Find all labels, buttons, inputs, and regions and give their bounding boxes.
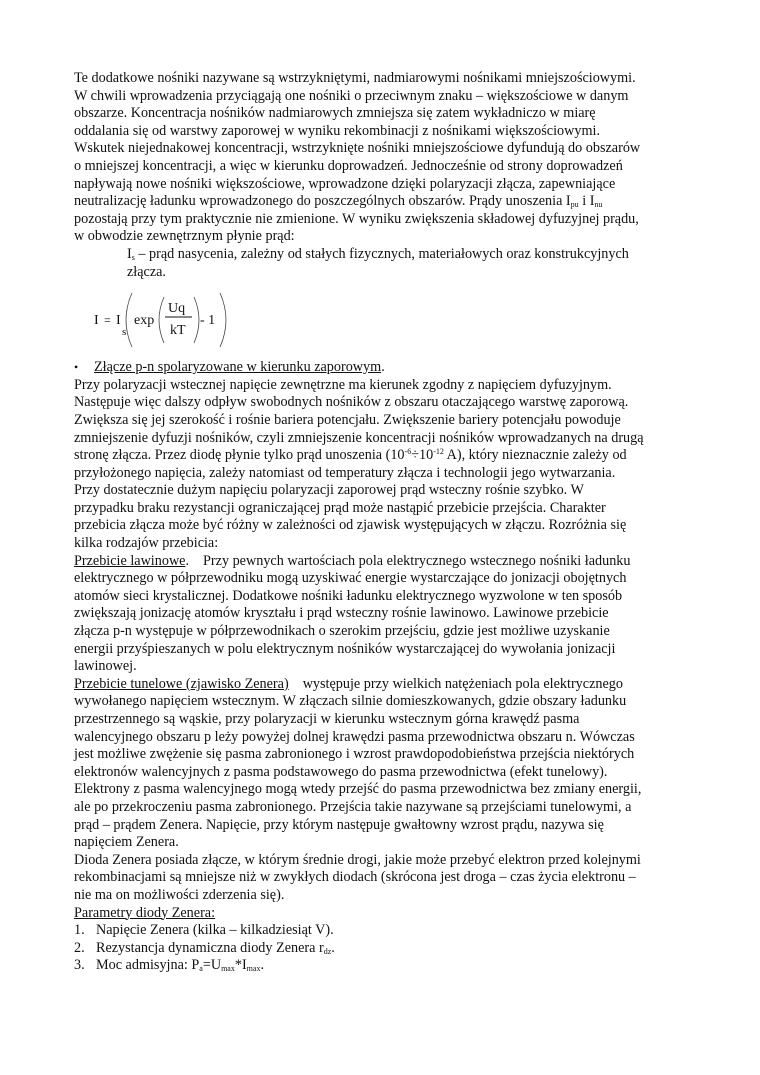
subscript: pu [570,200,579,210]
text-line: złącza. [127,263,166,280]
subscript: max [246,964,261,974]
text-line: przebicia złącza może być różny w zależności od zjawisk występujących w złączu. Rozróżnia się [74,517,627,534]
section-tunnel [74,676,690,905]
text-line: Te dodatkowe nośniki nazywane są wstrzykniętymi, nadmiarowymi nośnikami mniejszościowymi. [74,70,636,86]
text-run: występuje przy wielkich natężeniach pola elektrycznego [302,675,623,692]
text-line: przestrzennego są wąskie, przy polaryzacji w kierunku wstecznym górna krawędź pasma [74,711,580,727]
text-line: elektronów walencyjnych z pasma podstawowego do pasma przewodnictwa (efekt tunelowy). [74,763,608,780]
text-line: nie ma on możliwości zderzenia się). [74,886,285,903]
outer-right-paren [220,293,226,347]
list-item [74,922,690,940]
section-heading [74,359,690,377]
subheading-parameters: Parametry diody Zenera: [74,904,216,921]
text-line: oddalania się od warstwy zaporowej w wyniku rekombinacji z nośnikami większościowymi. [74,122,600,139]
text-run: Rezystancja dynamiczna diody Zenera r [96,939,324,956]
text-line: Dioda Zenera posiada złącze, w którym średnie drogi, jakie może przebyć elektron przed kolejnymi [74,851,641,868]
text-run: i I [578,193,595,210]
text-run: . [260,957,264,974]
heading-text: Złącze p-n spolaryzowane w kierunku zaporowym [94,359,382,376]
text-line: ale po przekroczeniu pasma zabronionego. Przejścia takie nazywane są przejściami tunelowymi, a [74,798,632,815]
text-line: w obwodzie zewnętrznym płynie prąd: [74,228,295,245]
text-run: . [331,939,335,956]
text-line: energii przyśpieszanych w polu elektrycznym nośników wystarczającej do wywołania jonizacji [74,640,616,657]
inner-right-paren [194,297,199,343]
formula-numerator: Uq [168,301,186,317]
text-line: Wskutek niejednakowej koncentracji, wstrzyknięte nośniki mniejszościowe dyfundują do obszarów [74,140,641,157]
text-line: przyłożonego napięcia, zależy natomiast od temperatury złącza i technologii jego wytwarzania. [74,464,616,481]
subscript: s [131,252,135,262]
text-line: Zwiększa się jej szerokość i rośnie bariera potencjału. Zwiększenie bariery potencjału powoduje [74,411,621,428]
bullet-icon: • [74,360,79,375]
list-item [74,940,690,958]
text-line: wywołanego napięciem wstecznym. W złączach silnie domieszkowanych, gdzie obszary ładunku [74,693,627,710]
text-line: napływają nowe nośniki większościowe, wprowadzone dzięki polaryzacji złącza, zapewniające [74,175,616,192]
subheading-avalanche: Przebicie lawinowe [74,552,186,569]
text-line: prąd – prądem Zenera. Napięcie, przy którym następuje gwałtowny wzrost prądu, nazywa się [74,816,604,833]
text-line: Elektrony z pasma walencyjnego mogą wtedy przejść do pasma przewodnictwa bez zmiany energii, [74,781,642,798]
text-run: =U [202,957,222,974]
text-line: Przy dostatecznie dużym napięciu polaryzacji zaporowej prąd wsteczny rośnie szybko. W [74,482,584,499]
section-zener-parameters [74,905,690,975]
text-line: rekombinacjami są mniejsze niż w zwykłych diodach (skrócona jest droga – czas życia elektronu – [74,869,636,886]
subscript: nu [594,200,603,210]
text-run: Napięcie Zenera (kilka – kilkadziesiąt V). [96,922,334,939]
text-run: – prąd nasycenia, zależny od stałych fizycznych, materiałowych oraz konstrukcyjnych [134,245,629,262]
section-reverse-bias [74,359,690,553]
list-number: 2. [74,939,85,956]
superscript: -6 [404,447,412,457]
section-avalanche [74,553,690,676]
symbol: I [127,245,132,262]
text-line: Następuje więc dalszy odpływ swobodnych nośników z obszaru otaczającego warstwę zaporową. [74,394,629,411]
subheading-tunnel: Przebicie tunelowe (zjawisko Zenera) [74,675,289,692]
text-line: o mniejszej koncentracji, a więc w kierunku doprowadzeń. Jednocześnie od strony doprowadzeń [74,157,623,174]
text-line: złącza p-n występuje w półprzewodnikach o szerokim przejściu, gdzie jest możliwe uzyskanie [74,623,610,640]
paragraph-injected-carriers [74,70,690,246]
formula-eq: = [104,313,111,328]
text-line: lawinowej. [74,658,137,675]
list-item [74,957,690,975]
text-line: przypadku braku rezystancji ograniczającej prąd może nastąpić przebicie przejścia. Charakter [74,499,606,516]
text-line: elektrycznego w półprzewodniku mogą uzyskiwać energie wystarczające do jonizacji obojętnych [74,570,627,587]
formula-is: I [116,313,121,329]
list-number: 1. [74,922,85,939]
text-line: atomów sieci krystalicznej. Dodatkowe nośniki ładunku elektrycznego wyzwolone w ten sposób [74,587,623,604]
text-line [74,193,690,211]
subscript: max [221,964,235,974]
text-run: Przy pewnych wartościach pola elektrycznego wstecznego nośniki ładunku [203,552,631,569]
document-page [74,70,690,975]
diode-equation [74,287,690,353]
is-definition [74,246,690,281]
formula-denominator: kT [170,323,186,339]
text-run: A), który nieznacznie zależy od [443,447,627,464]
inner-left-paren [159,297,164,343]
text-line: jest możliwe zwężenie się pasma zabronionego i wzrost prawdopodobieństwa przejścia niektórych [74,746,635,763]
text-run: stronę złącza. Przez diodę płynie tylko prąd unoszenia (10 [74,447,405,464]
text-line: pozostają przy tym praktycznie nie zmienione. W wyniku zwiększenia składowej dyfuzyjnej prądu, [74,210,639,227]
text-line: zmniejszenie dyfuzji nośników, czyli zmniejszenie koncentracji nośników wprowadzanych na drugą [74,429,644,446]
text-run: ÷10 [411,447,434,464]
text-line: kilka rodzajów przebicia: [74,535,219,552]
text-line: walencyjnego obszaru p leży powyżej dolnej krawędzi pasma przewodnictwa obszaru n. Wówczas [74,728,635,745]
equation-graphic [92,287,232,353]
heading-tail: . [185,552,190,569]
formula-minus-one: - 1 [200,313,216,329]
text-line: Przy polaryzacji wstecznej napięcie zewnętrzne ma kierunek zgodny z napięciem dyfuzyjnym. [74,376,612,393]
text-line: W chwili wprowadzenia przyciągają one nośniki o przeciwnym znaku – większościowe w danym [74,87,629,104]
text-run: *I [234,957,247,974]
text-line [74,447,690,465]
formula-is-sub: s [122,326,127,339]
text-run: Moc admisyjna: P [96,957,200,974]
superscript: -12 [433,447,444,457]
formula-exp: exp [134,313,155,329]
subscript: a [199,964,203,974]
text-line: obszarze. Koncentracja nośników nadmiarowych zmniejsza się zatem wykładniczo w miarę [74,105,596,122]
text-run: neutralizację ładunku wprowadzonego do poszczególnych obszarów. Prądy unoszenia I [74,193,571,210]
formula-lhs: I [94,313,99,329]
list-number: 3. [74,957,85,974]
text-line [74,246,690,264]
outer-left-paren [126,293,132,347]
subscript: dz [323,946,332,956]
text-line: zwiększają jonizację atomów kryształu i prąd wsteczny rośnie lawinowo. Lawinowe przebicie [74,605,609,622]
text-line [74,676,690,694]
text-line: napięciem Zenera. [74,834,179,851]
text-line [74,553,690,571]
heading-tail: . [381,359,385,376]
